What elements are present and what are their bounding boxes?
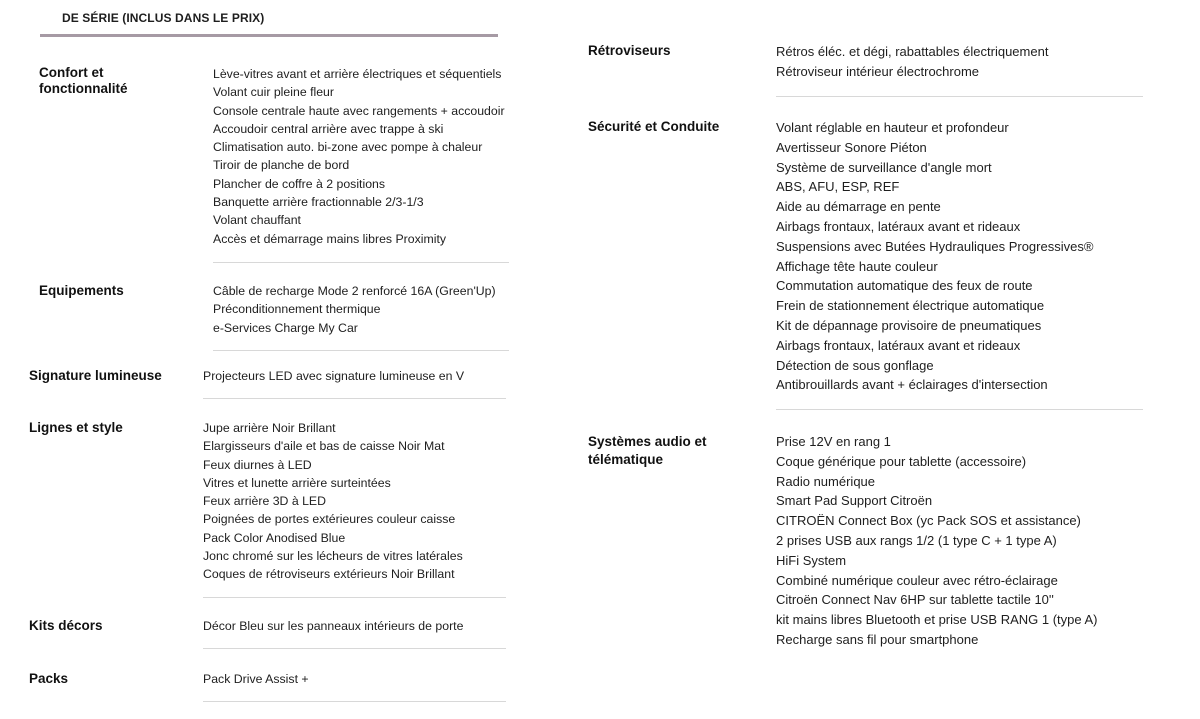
section-header-title: DE SÉRIE (INCLUS DANS LE PRIX) <box>62 11 265 25</box>
list-item: CITROËN Connect Box (yc Pack SOS et assistance) <box>776 513 1081 529</box>
divider <box>213 262 509 263</box>
list-item: Poignées de portes extérieures couleur caisse <box>203 512 456 527</box>
list-item: Décor Bleu sur les panneaux intérieurs de porte <box>203 619 464 633</box>
section-header <box>40 4 498 37</box>
list-item: Préconditionnement thermique <box>213 302 381 317</box>
list-item: Rétroviseur intérieur électrochrome <box>776 63 980 79</box>
category-confort-title-line2: fonctionnalité <box>39 81 128 96</box>
list-item: Elargisseurs d'aile et bas de caisse Noir Mat <box>203 439 445 454</box>
divider <box>203 398 506 399</box>
category-signature-title: Signature lumineuse <box>29 368 162 383</box>
list-item: Affichage tête haute couleur <box>776 258 938 274</box>
list-item: Feux arrière 3D à LED <box>203 494 327 509</box>
category-kits-list <box>203 617 463 635</box>
list-item: Avertisseur Sonore Piéton <box>776 139 927 155</box>
list-item: HiFi System <box>776 552 847 568</box>
list-item: Détection de sous gonflage <box>776 357 934 373</box>
list-item: Accoudoir central arrière avec trappe à ski <box>213 121 444 136</box>
divider <box>213 350 509 351</box>
category-retro-title: Rétroviseurs <box>588 43 671 58</box>
category-audio-title-line1: Systèmes audio et <box>588 434 707 449</box>
list-item: Projecteurs LED avec signature lumineuse en V <box>203 369 465 383</box>
list-item: kit mains libres Bluetooth et prise USB RANG 1 (type A) <box>776 612 1098 628</box>
category-equipements-title: Equipements <box>39 283 124 298</box>
category-equipements-list <box>213 282 496 337</box>
list-item: Console centrale haute avec rangements + accoudoir <box>213 103 505 118</box>
list-item: Banquette arrière fractionnable 2/3-1/3 <box>213 195 424 210</box>
list-item: Volant réglable en hauteur et profondeur <box>776 120 1009 135</box>
list-item: Câble de recharge Mode 2 renforcé 16A (Green'Up) <box>213 284 496 298</box>
list-item: Vitres et lunette arrière surteintées <box>203 475 391 490</box>
list-item: Prise 12V en rang 1 <box>776 434 891 449</box>
category-securite-list <box>776 118 1093 395</box>
list-item: Coque générique pour tablette (accessoire) <box>776 453 1027 469</box>
list-item: Système de surveillance d'angle mort <box>776 159 992 175</box>
list-item: Airbags frontaux, latéraux avant et rideaux <box>776 337 1021 353</box>
list-item: Rétros éléc. et dégi, rabattables électriquement <box>776 44 1049 59</box>
category-audio-title <box>588 433 707 469</box>
category-confort-title <box>39 65 128 97</box>
list-item: Smart Pad Support Citroën <box>776 493 933 509</box>
divider <box>203 701 506 702</box>
list-item: Jupe arrière Noir Brillant <box>203 421 336 435</box>
divider <box>203 648 506 649</box>
list-item: 2 prises USB aux rangs 1/2 (1 type C + 1 type A) <box>776 532 1057 548</box>
category-audio-title-line2: télématique <box>588 452 664 467</box>
category-lignes-list <box>203 419 463 584</box>
category-audio-list <box>776 432 1098 650</box>
list-item: Tiroir de planche de bord <box>213 158 350 173</box>
category-lignes-title: Lignes et style <box>29 420 123 435</box>
list-item: Volant cuir pleine fleur <box>213 85 334 100</box>
list-item: Airbags frontaux, latéraux avant et rideaux <box>776 218 1021 234</box>
list-item: Accès et démarrage mains libres Proximity <box>213 231 447 246</box>
list-item: Antibrouillards avant + éclairages d'intersection <box>776 377 1048 393</box>
list-item: Pack Drive Assist + <box>203 672 309 686</box>
list-item: Coques de rétroviseurs extérieurs Noir Brillant <box>203 567 455 582</box>
category-confort-list <box>213 65 505 248</box>
category-kits-title: Kits décors <box>29 618 103 633</box>
divider <box>776 96 1143 97</box>
category-signature-list <box>203 367 464 385</box>
list-item: Suspensions avec Butées Hydrauliques Progressives® <box>776 238 1094 254</box>
list-item: Frein de stationnement électrique automatique <box>776 298 1045 314</box>
category-packs-title: Packs <box>29 671 69 686</box>
category-packs-list <box>203 670 309 688</box>
category-confort-title-line1: Confort et <box>39 65 104 80</box>
list-item: Recharge sans fil pour smartphone <box>776 631 979 647</box>
list-item: Volant chauffant <box>213 213 301 228</box>
list-item: Radio numérique <box>776 473 876 489</box>
list-item: Aide au démarrage en pente <box>776 199 941 215</box>
list-item: Citroën Connect Nav 6HP sur tablette tactile 10'' <box>776 592 1054 608</box>
list-item: Lève-vitres avant et arrière électriques et séquentiels <box>213 67 502 81</box>
list-item: ABS, AFU, ESP, REF <box>776 179 900 195</box>
list-item: Feux diurnes à LED <box>203 457 312 472</box>
list-item: Kit de dépannage provisoire de pneumatiques <box>776 317 1042 333</box>
list-item: Plancher de coffre à 2 positions <box>213 176 386 191</box>
list-item: Jonc chromé sur les lécheurs de vitres latérales <box>203 549 463 564</box>
divider <box>776 409 1143 410</box>
list-item: Combiné numérique couleur avec rétro-éclairage <box>776 572 1058 588</box>
list-item: e-Services Charge My Car <box>213 320 358 335</box>
category-retro-list <box>776 42 1048 82</box>
category-securite-title: Sécurité et Conduite <box>588 119 720 134</box>
list-item: Pack Color Anodised Blue <box>203 530 346 545</box>
divider <box>203 597 506 598</box>
list-item: Climatisation auto. bi-zone avec pompe à chaleur <box>213 140 483 155</box>
list-item: Commutation automatique des feux de route <box>776 278 1033 294</box>
